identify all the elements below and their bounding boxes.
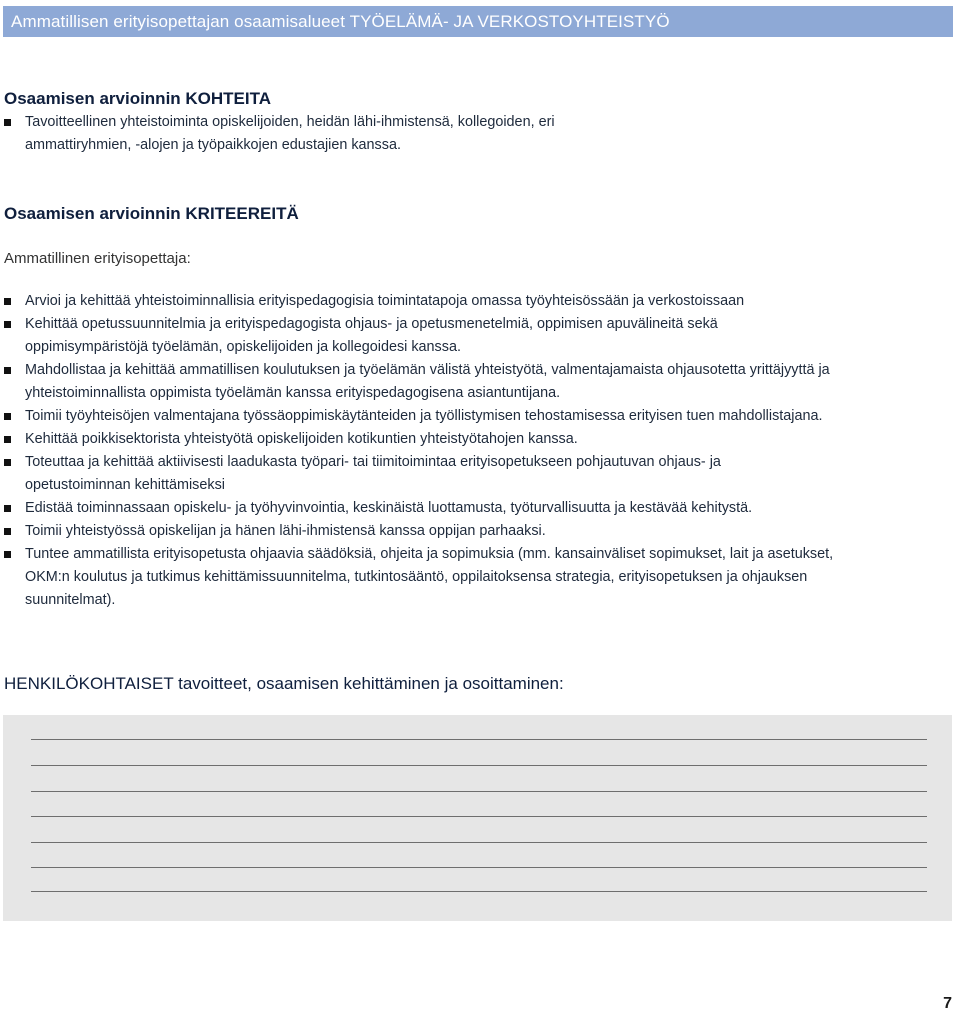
criteria-item [4,405,940,428]
square-bullet-icon [4,367,11,374]
criteria-item [4,359,940,405]
criteria-item [4,428,940,451]
criteria-item [4,313,940,359]
personal-goals-heading: HENKILÖKOHTAISET tavoitteet, osaamisen kehittäminen ja osoittaminen: [4,674,564,693]
square-bullet-icon [4,436,11,443]
criteria-section [4,203,940,612]
targets-heading: Osaamisen arvioinnin KOHTEITA [4,89,272,108]
note-line [31,842,927,843]
note-line [31,765,927,766]
note-line [31,891,927,892]
page-header-title: Ammatillisen erityisopettajan osaamisalueet TYÖELÄMÄ- JA VERKOSTOYHTEISTYÖ [11,12,670,31]
note-line [31,739,927,740]
note-line [31,791,927,792]
square-bullet-icon [4,551,11,558]
note-line [31,867,927,868]
criteria-item-text: Edistää toiminnassaan opiskelu- ja työhyvinvointia, keskinäistä luottamusta, työturvallisuutta ja kestävää kehitystä. [25,500,753,516]
criteria-item [4,451,940,497]
criteria-item-text: Toimii yhteistyössä opiskelijan ja hänen lähi-ihmistensä kanssa oppijan parhaaksi. [25,523,546,539]
criteria-list [4,290,940,612]
page-number: 7 [943,995,952,1012]
square-bullet-icon [4,298,11,305]
criteria-item-text: Kehittää poikkisektorista yhteistyötä opiskelijoiden kotikuntien yhteistyötahojen kanssa. [25,431,578,447]
criteria-item [4,543,940,612]
square-bullet-icon [4,459,11,466]
criteria-subject: Ammatillinen erityisopettaja: [4,250,191,267]
square-bullet-icon [4,528,11,535]
page-header-bar [3,6,953,37]
criteria-item-text: Kehittää opetussuunnitelmia ja erityispedagogista ohjaus- ja opetusmenetelmiä, oppimisen apuvälineitä sekä oppimisympäristöjä työelämän, opiskelijoiden ja kollegoidesi kanssa. [25,316,718,355]
criteria-item [4,520,940,543]
square-bullet-icon [4,505,11,512]
square-bullet-icon [4,119,11,126]
note-line [31,816,927,817]
criteria-heading: Osaamisen arvioinnin KRITEEREITÄ [4,204,299,223]
notes-area [3,715,952,921]
square-bullet-icon [4,413,11,420]
criteria-item [4,290,940,313]
criteria-item-text: Mahdollistaa ja kehittää ammatillisen koulutuksen ja työelämän välistä yhteistyötä, valmentajamaista ohjausotetta yrittäjyyttä ja yhteistoiminnallista oppimista työelämän kanssa erityispedagogisena asiantuntijana. [25,362,830,401]
targets-list [4,111,940,157]
criteria-item [4,497,940,520]
criteria-item-text: Toteuttaa ja kehittää aktiivisesti laadukasta työpari- tai tiimitoimintaa erityisopetukseen pohjautuvan ohjaus- ja opetustoiminnan kehittämiseksi [25,454,721,493]
targets-item-text: Tavoitteellinen yhteistoiminta opiskelijoiden, heidän lähi-ihmistensä, kollegoiden, eri ammattiryhmien, -alojen ja työpaikkojen edustajien kanssa. [25,114,555,153]
criteria-item-text: Tuntee ammatillista erityisopetusta ohjaavia säädöksiä, ohjeita ja sopimuksia (mm. kansainväliset sopimukset, lait ja asetukset, OKM:n koulutus ja tutkimus kehittämissuunnitelma, tutkintosääntö, oppilaitoksensa strategia, erityisopetuksen ja ohjauksen suunnitelmat). [25,546,834,608]
criteria-item-text: Toimii työyhteisöjen valmentajana työssäoppimiskäytänteiden ja työllistymisen tehostamisessa erityisen tuen mahdollistajana. [25,408,823,424]
square-bullet-icon [4,321,11,328]
criteria-item-text: Arvioi ja kehittää yhteistoiminnallisia erityispedagogisia toimintatapoja omassa työyhteisössään ja verkostoissaan [25,293,745,309]
targets-section [4,88,940,157]
targets-item [4,111,940,157]
